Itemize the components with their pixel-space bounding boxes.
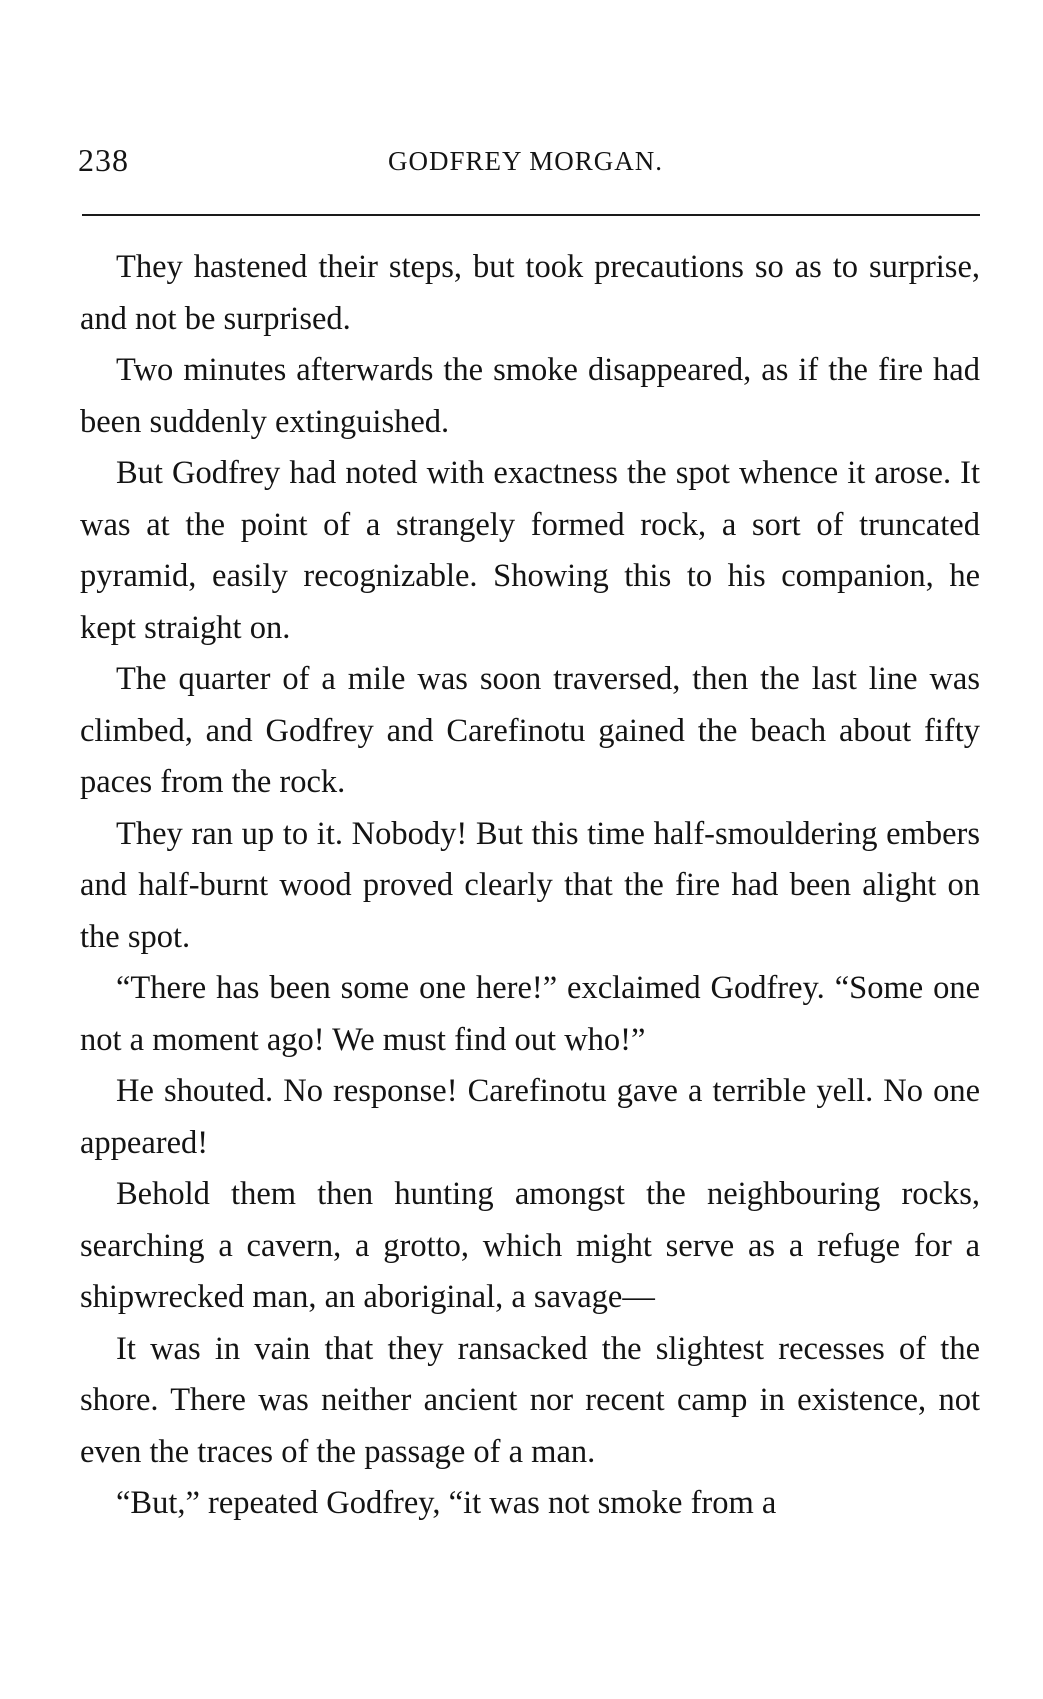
paragraph: They ran up to it. Nobody! But this time half-smouldering embers and half-burnt wood proved clearly that the fire had been alight on the spot.: [80, 815, 980, 955]
paragraph: “There has been some one here!” exclaimed Godfrey. “Some one not a moment ago! We must find out who!”: [80, 970, 980, 1058]
running-title: GODFREY MORGAN.: [388, 146, 664, 176]
paragraph: It was in vain that they ransacked the slightest recesses of the shore. There was neither ancient nor recent camp in existence, not even the traces of the passage of a man.: [80, 1330, 980, 1470]
paragraph: Two minutes afterwards the smoke disappeared, as if the fire had been suddenly extinguished.: [80, 352, 980, 440]
paragraph: The quarter of a mile was soon traversed, then the last line was climbed, and Godfrey and Carefinotu gained the beach about fifty paces from the rock.: [80, 661, 980, 800]
paragraph: “But,” repeated Godfrey, “it was not smoke from a: [116, 1485, 777, 1521]
running-head: [78, 142, 978, 182]
paragraph: They hastened their steps, but took precautions so as to surprise, and not be surprised.: [80, 249, 980, 337]
page-number: 238: [78, 142, 129, 178]
text-body: [80, 242, 980, 1530]
paragraph: He shouted. No response! Carefinotu gave a terrible yell. No one appeared!: [80, 1073, 980, 1161]
paragraph: But Godfrey had noted with exactness the spot whence it arose. It was at the point of a strangely formed rock, a sort of truncated pyramid, easily recognizable. Showing this to his companion, he kept straight on.: [80, 455, 980, 646]
paragraph: Behold them then hunting amongst the neighbouring rocks, searching a cavern, a grotto, which might serve as a refuge for a shipwrecked man, an aboriginal, a savage—: [80, 1176, 980, 1315]
header-rule: [82, 214, 980, 216]
